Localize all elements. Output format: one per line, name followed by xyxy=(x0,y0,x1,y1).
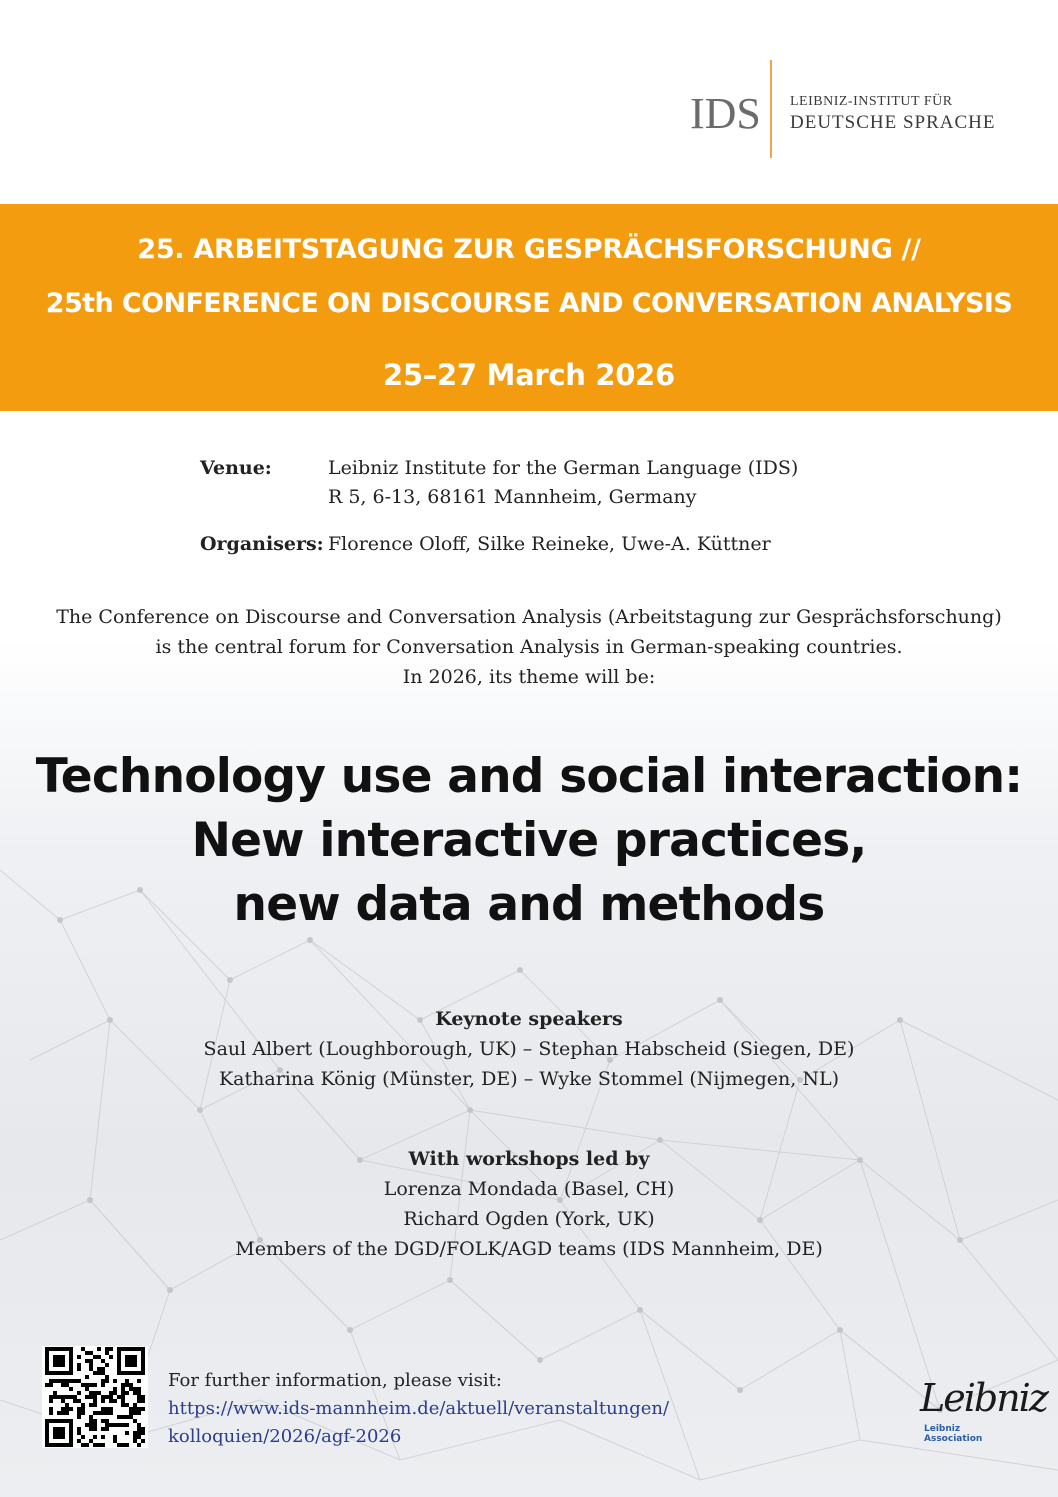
organisers-names: Florence Oloff, Silke Reineke, Uwe-A. Küttner xyxy=(328,533,771,555)
workshop-item: Lorenza Mondada (Basel, CH) xyxy=(383,1178,675,1200)
keynote-heading: Keynote speakers xyxy=(435,1008,623,1030)
intro-line1: The Conference on Discourse and Conversation Analysis (Arbeitstagung zur Gesprächsforschung) xyxy=(56,606,1002,628)
theme-line1: Technology use and social interaction: xyxy=(35,749,1023,804)
workshop-item: Richard Ogden (York, UK) xyxy=(403,1208,655,1230)
logo-text-line1: LEIBNIZ-INSTITUT FÜR xyxy=(790,94,953,109)
keynote-line1: Saul Albert (Loughborough, UK) – Stephan Habscheid (Siegen, DE) xyxy=(203,1038,855,1060)
theme-line2: New interactive practices, xyxy=(191,813,867,868)
conference-url-line2[interactable]: kolloquien/2026/agf-2026 xyxy=(168,1426,402,1447)
workshop-heading: With workshops led by xyxy=(408,1148,650,1170)
leibniz-logo-line2: Association xyxy=(924,1434,983,1444)
conference-banner xyxy=(0,204,1058,411)
workshop-item: Members of the DGD/FOLK/AGD teams (IDS Mannheim, DE) xyxy=(235,1238,823,1260)
conference-theme xyxy=(0,745,1058,937)
venue-line2: R 5, 6-13, 68161 Mannheim, Germany xyxy=(328,486,697,508)
banner-date: 25–27 March 2026 xyxy=(383,358,675,392)
intro-line2: is the central forum for Conversation Analysis in German-speaking countries. xyxy=(155,636,903,658)
conference-url-line1[interactable]: https://www.ids-mannheim.de/aktuell/veranstaltungen/ xyxy=(168,1398,670,1419)
intro-line3: In 2026, its theme will be: xyxy=(402,666,656,688)
organisers-label: Organisers: xyxy=(200,533,324,555)
leibniz-association-logo xyxy=(920,1376,1047,1456)
qr-code-icon[interactable] xyxy=(42,1346,148,1448)
leibniz-logo-line1: Leibniz xyxy=(924,1424,961,1434)
further-info xyxy=(168,1367,669,1451)
venue-line1: Leibniz Institute for the German Language (IDS) xyxy=(328,457,799,479)
keynote-line2: Katharina König (Münster, DE) – Wyke Stommel (Nijmegen, NL) xyxy=(218,1068,840,1090)
theme-line3: new data and methods xyxy=(233,877,825,932)
workshop-section xyxy=(0,1144,1058,1264)
logo-abbreviation: IDS xyxy=(690,89,761,138)
intro-paragraph xyxy=(0,602,1058,692)
leibniz-signature: Leibniz xyxy=(920,1376,1047,1420)
venue-label: Venue: xyxy=(200,457,272,479)
leibniz-logo-text xyxy=(924,1424,982,1444)
qr-code-graphic xyxy=(42,1346,148,1448)
keynote-section xyxy=(0,1004,1058,1094)
ids-logo xyxy=(690,60,1020,160)
banner-title-german: 25. ARBEITSTAGUNG ZUR GESPRÄCHSFORSCHUNG // xyxy=(137,234,921,265)
further-info-label: For further information, please visit: xyxy=(168,1370,502,1391)
logo-divider xyxy=(770,60,772,158)
logo-text-line2: DEUTSCHE SPRACHE xyxy=(790,112,996,133)
banner-title-english: 25th CONFERENCE ON DISCOURSE AND CONVERSATION ANALYSIS xyxy=(45,288,1013,319)
